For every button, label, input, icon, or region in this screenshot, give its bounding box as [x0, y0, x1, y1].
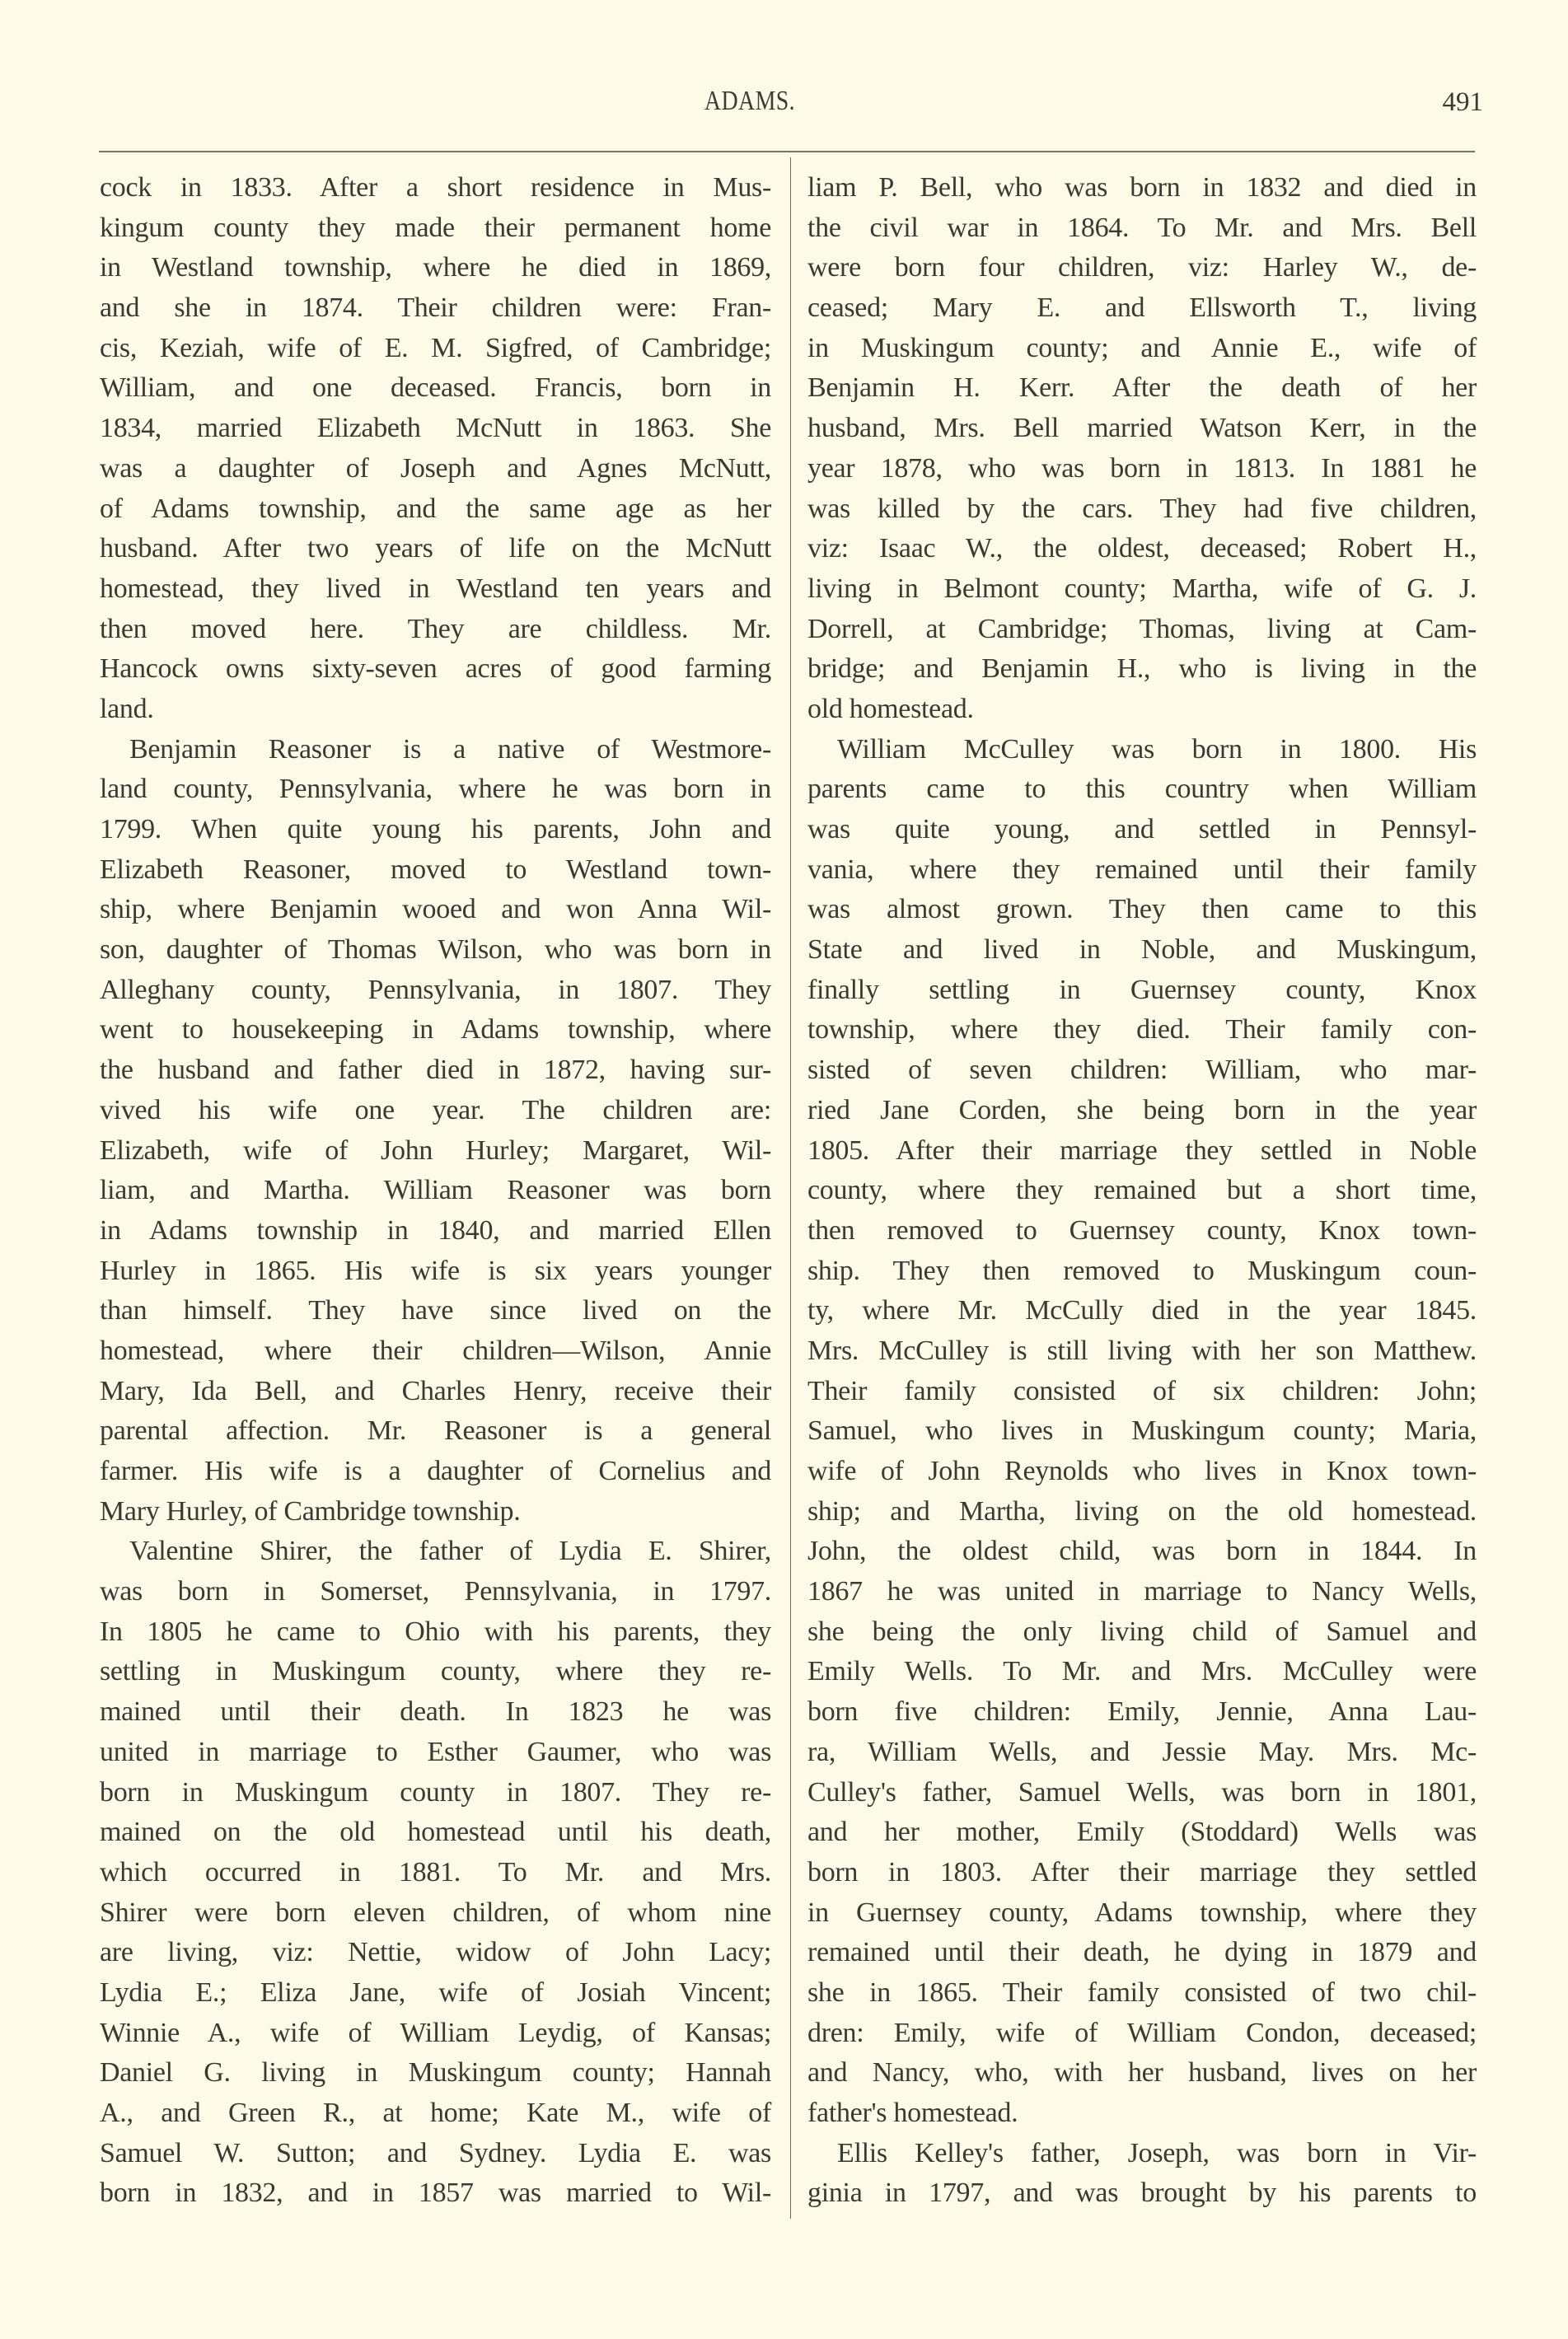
text-line: 1867 he was united in marriage to Nancy Wells,	[807, 1576, 1477, 1607]
text-line: ra, William Wells, and Jessie May. Mrs. Mc-	[807, 1736, 1477, 1767]
text-line: settling in Muskingum county, where they re-	[100, 1656, 771, 1687]
text-line: parents came to this country when William	[807, 774, 1477, 805]
text-line: Mary Hurley, of Cambridge township.	[100, 1495, 521, 1527]
text-line: viz: Isaac W., the oldest, deceased; Robert H.,	[807, 533, 1477, 564]
text-line: homestead, they lived in Westland ten years and	[100, 573, 771, 604]
text-line: than himself. They have since lived on the	[100, 1295, 771, 1326]
text-line: A., and Green R., at home; Kate M., wife of	[100, 2098, 771, 2128]
text-line: mained on the old homestead until his death,	[100, 1817, 771, 1848]
text-line: which occurred in 1881. To Mr. and Mrs.	[100, 1856, 771, 1888]
text-line: ship. They then removed to Muskingum coun-	[807, 1255, 1477, 1286]
text-line: bridge; and Benjamin H., who is living in the	[807, 653, 1477, 685]
header-rule	[99, 151, 1475, 152]
text-line: born in Muskingum county in 1807. They re-	[100, 1776, 771, 1808]
text-line: year 1878, who was born in 1813. In 1881 he	[807, 452, 1477, 484]
text-line: land.	[100, 693, 154, 724]
text-line: in Adams township in 1840, and married Ellen	[100, 1214, 771, 1246]
text-line: William, and one deceased. Francis, born in	[100, 372, 771, 404]
text-line: and her mother, Emily (Stoddard) Wells was	[807, 1817, 1477, 1848]
text-line: vania, where they remained until their family	[807, 854, 1477, 885]
text-line: Valentine Shirer, the father of Lydia E. Shirer,	[129, 1536, 771, 1567]
text-line: finally settling in Guernsey county, Knox	[807, 974, 1477, 1005]
text-line: husband, Mrs. Bell married Watson Kerr, in the	[807, 413, 1477, 444]
text-line: In 1805 he came to Ohio with his parents, they	[100, 1616, 771, 1647]
text-line: wife of John Reynolds who lives in Knox town-	[807, 1456, 1477, 1486]
text-line: husband. After two years of life on the McNutt	[100, 533, 771, 564]
text-line: ship; and Martha, living on the old homestead.	[807, 1495, 1477, 1527]
text-line: united in marriage to Esther Gaumer, who was	[100, 1736, 771, 1767]
text-line: Their family consisted of six children: John;	[807, 1375, 1477, 1406]
page-number: 491	[1442, 87, 1483, 117]
text-line: Emily Wells. To Mr. and Mrs. McCulley were	[807, 1656, 1477, 1687]
left-column	[100, 168, 771, 2214]
text-line: then moved here. They are childless. Mr.	[100, 613, 771, 644]
text-line: son, daughter of Thomas Wilson, who was born in	[100, 934, 771, 966]
text-line: ty, where Mr. McCully died in the year 1845.	[807, 1295, 1477, 1326]
text-line: mained until their death. In 1823 he was	[100, 1696, 771, 1728]
text-line: 1805. After their marriage they settled in Noble	[807, 1134, 1477, 1166]
column-divider	[790, 157, 791, 2219]
running-header	[0, 86, 1568, 127]
text-line: Culley's father, Samuel Wells, was born in 1801,	[807, 1776, 1477, 1808]
text-line: was almost grown. They then came to this	[807, 894, 1477, 925]
text-line: Elizabeth, wife of John Hurley; Margaret, Wil-	[100, 1134, 771, 1166]
text-line: remained until their death, he dying in 1879 and	[807, 1937, 1477, 1968]
text-line: cock in 1833. After a short residence in Mus-	[100, 172, 771, 203]
text-line: Mary, Ida Bell, and Charles Henry, receive their	[100, 1375, 771, 1406]
text-line: she being the only living child of Samuel and	[807, 1616, 1477, 1647]
text-line: ship, where Benjamin wooed and won Anna Wil-	[100, 894, 771, 925]
text-line: in Muskingum county; and Annie E., wife of	[807, 332, 1477, 363]
text-line: farmer. His wife is a daughter of Cornelius and	[100, 1456, 771, 1486]
text-line: 1834, married Elizabeth McNutt in 1863. She	[100, 413, 771, 444]
text-line: Hurley in 1865. His wife is six years younger	[100, 1255, 771, 1286]
text-line: Ellis Kelley's father, Joseph, was born in Vir-	[837, 2137, 1477, 2168]
text-line: was a daughter of Joseph and Agnes McNutt,	[100, 452, 771, 484]
text-line: ried Jane Corden, she being born in the year	[807, 1094, 1477, 1125]
text-line: Daniel G. living in Muskingum county; Hannah	[100, 2057, 771, 2089]
right-column	[807, 168, 1477, 2214]
text-line: Lydia E.; Eliza Jane, wife of Josiah Vincent;	[100, 1976, 771, 2008]
text-line: Benjamin Reasoner is a native of Westmore-	[129, 733, 771, 765]
text-line: State and lived in Noble, and Muskingum,	[807, 934, 1477, 966]
text-line: Alleghany county, Pennsylvania, in 1807. They	[100, 974, 771, 1005]
text-line: Shirer were born eleven children, of whom nine	[100, 1897, 771, 1928]
text-line: in Westland township, where he died in 1869,	[100, 252, 771, 283]
text-line: born five children: Emily, Jennie, Anna Lau-	[807, 1696, 1477, 1728]
text-line: Dorrell, at Cambridge; Thomas, living at Cam-	[807, 613, 1477, 644]
text-line: are living, viz: Nettie, widow of John Lacy;	[100, 1937, 771, 1968]
text-line: vived his wife one year. The children are:	[100, 1094, 771, 1125]
text-line: and she in 1874. Their children were: Fran-	[100, 292, 771, 324]
text-line: and Nancy, who, with her husband, lives on her	[807, 2057, 1477, 2089]
text-line: was born in Somerset, Pennsylvania, in 1797.	[100, 1576, 771, 1607]
text-line: Benjamin H. Kerr. After the death of her	[807, 372, 1477, 404]
text-line: were born four children, viz: Harley W., de-	[807, 252, 1477, 283]
text-line: ceased; Mary E. and Ellsworth T., living	[807, 292, 1477, 324]
text-line: homestead, where their children—Wilson, Annie	[100, 1335, 771, 1366]
text-line: the husband and father died in 1872, having sur-	[100, 1055, 771, 1086]
text-line: 1799. When quite young his parents, John and	[100, 814, 771, 844]
text-line: in Guernsey county, Adams township, where they	[807, 1897, 1477, 1928]
text-line: was quite young, and settled in Pennsyl-	[807, 814, 1477, 844]
text-line: parental affection. Mr. Reasoner is a general	[100, 1415, 771, 1447]
text-line: county, where they remained but a short time,	[807, 1175, 1477, 1206]
text-line: Mrs. McCulley is still living with her son Matthew.	[807, 1335, 1477, 1366]
text-line: Hancock owns sixty-seven acres of good farming	[100, 653, 771, 685]
text-line: land county, Pennsylvania, where he was born in	[100, 774, 771, 805]
text-line: sisted of seven children: William, who mar-	[807, 1055, 1477, 1086]
text-line: liam P. Bell, who was born in 1832 and died in	[807, 172, 1477, 203]
text-line: living in Belmont county; Martha, wife of G. J.	[807, 573, 1477, 604]
text-line: John, the oldest child, was born in 1844. In	[807, 1536, 1477, 1567]
text-line: then removed to Guernsey county, Knox town-	[807, 1214, 1477, 1246]
text-line: Winnie A., wife of William Leydig, of Kansas;	[100, 2017, 771, 2048]
text-line: Elizabeth Reasoner, moved to Westland town-	[100, 854, 771, 885]
text-line: went to housekeeping in Adams township, where	[100, 1014, 771, 1046]
text-line: Samuel W. Sutton; and Sydney. Lydia E. was	[100, 2137, 771, 2168]
text-line: was killed by the cars. They had five children,	[807, 493, 1477, 524]
text-line: township, where they died. Their family con-	[807, 1014, 1477, 1046]
text-line: the civil war in 1864. To Mr. and Mrs. Bell	[807, 212, 1477, 243]
text-line: ginia in 1797, and was brought by his parents to	[807, 2178, 1477, 2209]
text-line: liam, and Martha. William Reasoner was born	[100, 1175, 771, 1206]
text-line: born in 1832, and in 1857 was married to Wil-	[100, 2178, 771, 2209]
text-line: she in 1865. Their family consisted of two chil-	[807, 1976, 1477, 2008]
text-line: kingum county they made their permanent home	[100, 212, 771, 243]
text-line: Samuel, who lives in Muskingum county; Maria,	[807, 1415, 1477, 1447]
text-line: of Adams township, and the same age as her	[100, 493, 771, 524]
page-title: ADAMS.	[704, 86, 796, 116]
text-line: William McCulley was born in 1800. His	[837, 733, 1477, 765]
text-line: cis, Keziah, wife of E. M. Sigfred, of Cambridge;	[100, 332, 771, 363]
text-line: dren: Emily, wife of William Condon, deceased;	[807, 2017, 1477, 2048]
text-line: born in 1803. After their marriage they settled	[807, 1856, 1477, 1888]
text-line: old homestead.	[807, 693, 974, 724]
text-line: father's homestead.	[807, 2098, 1018, 2128]
